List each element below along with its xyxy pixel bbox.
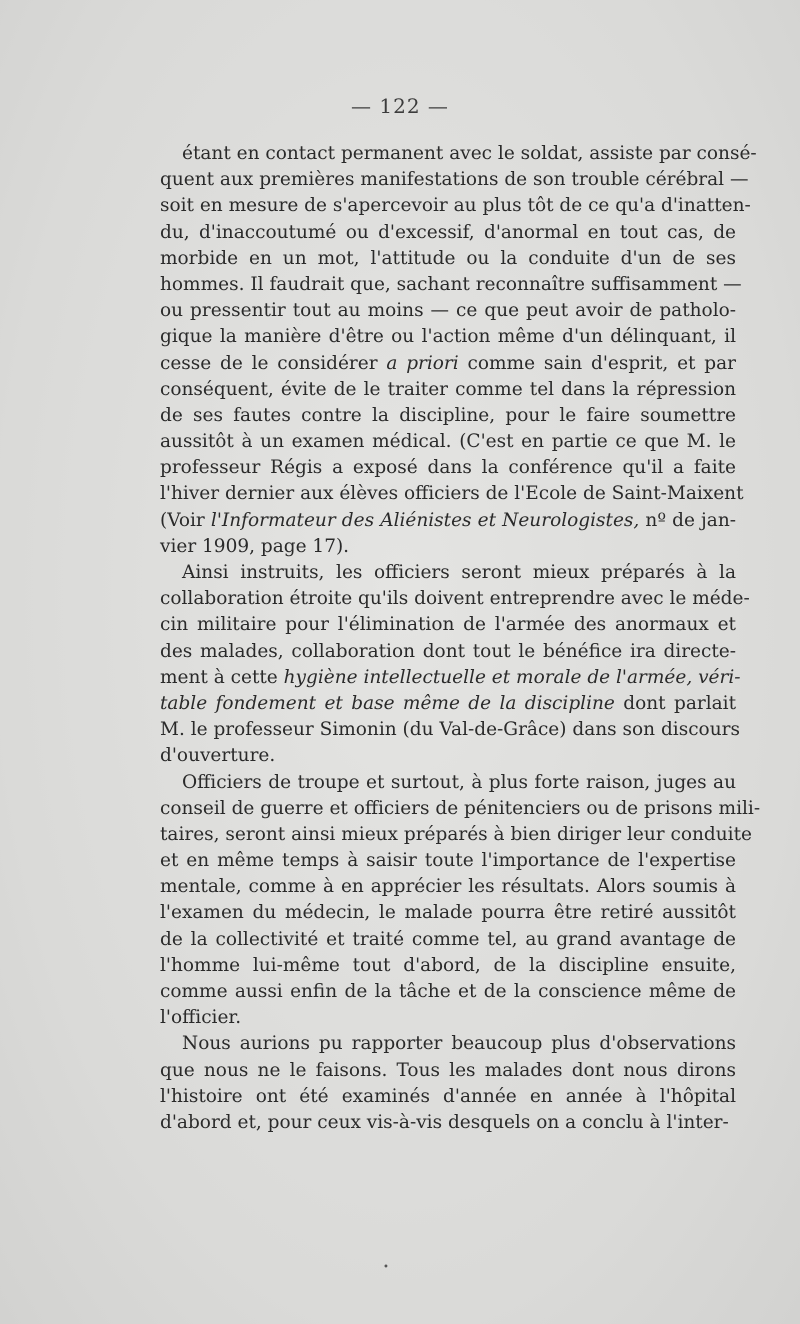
text-line: conseil de guerre et officiers de pénitenciers ou de prisons mili-: [160, 797, 761, 819]
text-line: collaboration étroite qu'ils doivent entreprendre avec le méde-: [160, 588, 750, 610]
text-line: gique la manière d'être ou l'action même d'un délinquant, il: [160, 326, 736, 348]
text-line: l'histoire ont été examinés d'année en année à l'hôpital: [160, 1085, 736, 1107]
text-line: de ses fautes contre la discipline, pour le faire soumettre: [160, 404, 736, 426]
specks: •: [383, 1262, 389, 1273]
text-line: cesse de le considérer a priori comme sain d'esprit, et par: [160, 352, 736, 374]
text-line: hommes. Il faudrait que, sachant reconnaître suffisamment —: [160, 273, 742, 295]
italic-text: a priori: [386, 352, 459, 374]
text-line: vier 1909, page 17).: [160, 535, 350, 557]
text-line: d'ouverture.: [160, 745, 276, 767]
text-line: l'examen du médecin, le malade pourra être retiré aussitôt: [160, 902, 736, 924]
paragraph: [160, 770, 761, 1032]
italic-text: l'Informateur des Aliénistes et Neurologistes,: [210, 509, 640, 531]
text-line: Nous aurions pu rapporter beaucoup plus d'observations: [182, 1033, 736, 1055]
text-line: ou pressentir tout au moins — ce que peut avoir de patholo-: [160, 300, 736, 322]
text-line: quent aux premières manifestations de son trouble cérébral —: [160, 169, 749, 191]
text-line: soit en mesure de s'apercevoir au plus tôt de ce qu'a d'inatten-: [160, 195, 751, 217]
text-line: des malades, collaboration dont tout le bénéfice ira directe-: [160, 640, 736, 662]
text-line: professeur Régis a exposé dans la conférence qu'il a faite: [160, 457, 736, 479]
paragraph: [160, 141, 757, 560]
text-line: Ainsi instruits, les officiers seront mieux préparés à la: [182, 562, 736, 583]
text-line: ment à cette hygiène intellectuelle et morale de l'armée, véri-: [160, 666, 741, 688]
text-line: M. le professeur Simonin (du Val-de-Grâce) dans son discours: [160, 719, 740, 741]
text-line: d'abord et, pour ceux vis-à-vis desquels on a conclu à l'inter-: [160, 1111, 729, 1133]
text-line: l'homme lui-même tout d'abord, de la discipline ensuite,: [160, 954, 736, 976]
paragraph: [160, 1031, 736, 1136]
text-line: aussitôt à un examen médical. (C'est en partie ce que M. le: [160, 431, 736, 453]
text-line: mentale, comme à en apprécier les résultats. Alors soumis à: [160, 876, 736, 898]
text-line: de la collectivité et traité comme tel, au grand avantage de: [160, 928, 736, 950]
text-line: Officiers de troupe et surtout, à plus forte raison, juges au: [182, 771, 736, 793]
text-line: l'officier.: [160, 1007, 242, 1029]
text-line: l'hiver dernier aux élèves officiers de l'Ecole de Saint-Maixent: [160, 483, 744, 505]
page-number: — 122 —: [351, 94, 449, 118]
text-line: étant en contact permanent avec le soldat, assiste par consé-: [182, 143, 757, 164]
text-line: morbide en un mot, l'attitude ou la conduite d'un de ses: [160, 247, 736, 269]
paragraph: [160, 560, 750, 770]
text-line: conséquent, évite de le traiter comme tel dans la répression: [160, 378, 736, 400]
text-line: (Voir l'Informateur des Aliénistes et Neurologistes, nº de jan-: [160, 509, 736, 531]
body-text: [160, 141, 761, 1136]
text-line: table fondement et base même de la discipline dont parlait: [160, 692, 737, 714]
italic-text: hygiène intellectuelle et morale de l'armée, véri-: [283, 666, 741, 688]
text-line: du, d'inaccoutumé ou d'excessif, d'anormal en tout cas, de: [160, 221, 736, 243]
text-line: et en même temps à saisir toute l'importance de l'expertise: [160, 850, 736, 872]
italic-text: table fondement et base même de la discipline: [160, 692, 615, 714]
text-line: cin militaire pour l'élimination de l'armée des anormaux et: [160, 614, 736, 636]
text-line: comme aussi enfin de la tâche et de la conscience même de: [160, 981, 736, 1002]
text-line: taires, seront ainsi mieux préparés à bien diriger leur conduite: [160, 823, 752, 845]
text-line: que nous ne le faisons. Tous les malades dont nous dirons: [160, 1059, 736, 1081]
